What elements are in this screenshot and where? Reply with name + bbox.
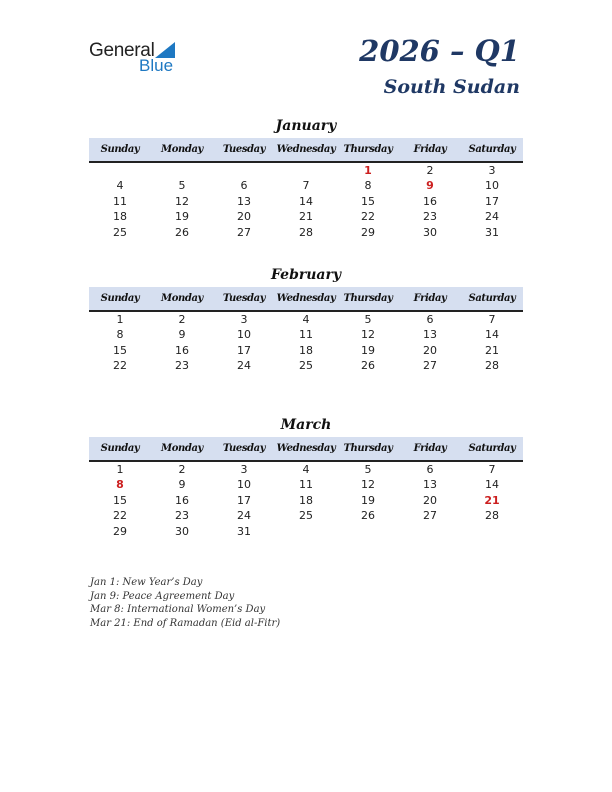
day-cell [275, 524, 337, 539]
weekday-header [89, 437, 523, 462]
month-february [89, 265, 523, 374]
weekday-label: Tuesday [222, 293, 266, 304]
weekday-label: Monday [161, 443, 203, 454]
day-cell: 14 [485, 328, 499, 342]
day-cell: 7 [488, 313, 496, 326]
day-cell: 7 [302, 179, 310, 193]
day-cell: 27 [237, 225, 251, 239]
weekday-header [89, 138, 523, 163]
day-cell [399, 524, 461, 539]
month-title: February [270, 267, 341, 283]
week-row [89, 312, 523, 327]
weekday-label: Friday [413, 443, 447, 454]
weekday-label: Wednesday [276, 144, 336, 155]
logo-text-blue: Blue [139, 56, 174, 75]
day-cell: 23 [175, 509, 189, 523]
weekday-label: Saturday [468, 293, 516, 304]
week-row [89, 524, 523, 539]
day-cell: 28 [299, 225, 313, 239]
day-cell: 26 [361, 359, 375, 373]
day-cell: 17 [237, 493, 251, 507]
week-row [89, 343, 523, 358]
day-cell: 22 [361, 210, 375, 224]
day-cell: 31 [237, 524, 251, 538]
day-cell: 9 [178, 478, 186, 492]
week-row [89, 225, 523, 240]
weekday-label: Sunday [100, 144, 140, 155]
day-cell: 22 [113, 359, 127, 373]
weekday-label: Wednesday [276, 293, 336, 304]
day-cell: 18 [299, 493, 313, 507]
day-cell: 8 [116, 478, 124, 492]
day-cell: 10 [485, 179, 499, 193]
day-cell: 25 [113, 225, 127, 239]
day-cell: 22 [113, 509, 127, 523]
day-cell: 18 [299, 343, 313, 357]
day-cell: 3 [240, 313, 248, 326]
weekday-label: Tuesday [222, 144, 266, 155]
weekday-label: Friday [413, 144, 447, 155]
day-cell: 12 [361, 478, 375, 492]
day-cell: 12 [175, 194, 189, 208]
page-subtitle: South Sudan [383, 76, 520, 98]
week-row [89, 209, 523, 224]
day-cell: 16 [175, 493, 189, 507]
day-cell: 19 [361, 343, 375, 357]
weekday-label: Tuesday [222, 443, 266, 454]
day-cell [337, 524, 399, 539]
day-cell: 16 [175, 343, 189, 357]
day-cell: 24 [237, 359, 251, 373]
day-cell [151, 163, 213, 178]
day-cell: 25 [299, 509, 313, 523]
day-cell: 29 [361, 225, 375, 239]
day-cell: 18 [113, 210, 127, 224]
day-cell: 11 [299, 328, 313, 342]
day-cell: 11 [113, 194, 127, 208]
day-cell: 4 [302, 313, 310, 326]
month-january [89, 116, 523, 240]
holiday-note: Jan 9: Peace Agreement Day [90, 590, 235, 602]
day-cell: 10 [237, 328, 251, 342]
day-cell: 17 [237, 343, 251, 357]
day-cell [461, 524, 523, 539]
day-cell: 8 [364, 179, 372, 193]
day-cell: 15 [361, 194, 375, 208]
day-cell: 20 [423, 493, 437, 507]
day-cell: 28 [485, 359, 499, 373]
day-cell: 2 [178, 463, 186, 476]
day-cell: 21 [299, 210, 313, 224]
week-row [89, 163, 523, 178]
day-cell: 6 [240, 179, 248, 193]
day-cell: 29 [113, 524, 127, 538]
day-cell: 20 [237, 210, 251, 224]
day-cell: 13 [423, 478, 437, 492]
day-cell: 4 [116, 179, 124, 193]
week-row [89, 493, 523, 508]
month-march [89, 415, 523, 539]
week-row [89, 508, 523, 523]
weekday-label: Wednesday [276, 443, 336, 454]
weekday-label: Friday [413, 293, 447, 304]
weekday-label: Monday [161, 293, 203, 304]
day-cell: 15 [113, 493, 127, 507]
day-cell: 25 [299, 359, 313, 373]
day-cell: 1 [116, 463, 124, 476]
holiday-note: Mar 21: End of Ramadan (Eid al-Fitr) [90, 617, 281, 629]
weekday-label: Saturday [468, 144, 516, 155]
day-cell: 9 [426, 179, 434, 193]
day-cell: 5 [364, 313, 372, 326]
day-cell: 23 [175, 359, 189, 373]
day-cell: 19 [175, 210, 189, 224]
month-grid [89, 163, 523, 240]
logo [89, 40, 189, 80]
month-grid [89, 312, 523, 374]
day-cell: 16 [423, 194, 437, 208]
weekday-label: Sunday [100, 293, 140, 304]
day-cell: 19 [361, 493, 375, 507]
day-cell: 3 [240, 463, 248, 476]
week-row [89, 462, 523, 477]
day-cell: 26 [361, 509, 375, 523]
day-cell: 14 [299, 194, 313, 208]
day-cell: 27 [423, 509, 437, 523]
week-row [89, 327, 523, 342]
day-cell: 6 [426, 463, 434, 476]
day-cell: 11 [299, 478, 313, 492]
day-cell: 31 [485, 225, 499, 239]
day-cell: 23 [423, 210, 437, 224]
day-cell: 1 [116, 313, 124, 326]
day-cell [89, 163, 151, 178]
day-cell: 2 [426, 164, 434, 177]
week-row [89, 178, 523, 193]
weekday-header [89, 287, 523, 312]
day-cell: 12 [361, 328, 375, 342]
day-cell: 6 [426, 313, 434, 326]
week-row [89, 358, 523, 373]
holiday-note: Jan 1: New Year’s Day [90, 577, 203, 588]
day-cell: 24 [485, 210, 499, 224]
weekday-label: Sunday [100, 443, 140, 454]
page-title: 2026 – Q1 [359, 34, 520, 68]
day-cell: 9 [178, 328, 186, 342]
day-cell: 28 [485, 509, 499, 523]
holiday-note: Mar 8: International Women’s Day [90, 604, 266, 615]
day-cell: 2 [178, 313, 186, 326]
weekday-label: Monday [161, 144, 203, 155]
month-grid [89, 462, 523, 539]
day-cell: 10 [237, 478, 251, 492]
day-cell: 3 [488, 164, 496, 177]
day-cell: 17 [485, 194, 499, 208]
day-cell: 30 [423, 225, 437, 239]
week-row [89, 477, 523, 492]
day-cell: 5 [364, 463, 372, 476]
weekday-label: Thursday [343, 443, 393, 454]
day-cell: 8 [116, 328, 124, 342]
day-cell: 14 [485, 478, 499, 492]
weekday-label: Saturday [468, 443, 516, 454]
holiday-notes [90, 576, 280, 630]
day-cell: 24 [237, 509, 251, 523]
weekday-label: Thursday [343, 293, 393, 304]
month-title: January [275, 118, 337, 134]
day-cell: 4 [302, 463, 310, 476]
day-cell: 21 [484, 493, 500, 507]
day-cell [213, 163, 275, 178]
day-cell: 20 [423, 343, 437, 357]
day-cell [275, 163, 337, 178]
month-title: March [280, 417, 332, 433]
weekday-label: Thursday [343, 144, 393, 155]
day-cell: 5 [178, 179, 186, 193]
day-cell: 7 [488, 463, 496, 476]
logo-text-general: General [89, 40, 155, 61]
day-cell: 30 [175, 524, 189, 538]
day-cell: 13 [237, 194, 251, 208]
day-cell: 1 [364, 164, 372, 177]
day-cell: 27 [423, 359, 437, 373]
day-cell: 21 [485, 343, 499, 357]
week-row [89, 194, 523, 209]
day-cell: 15 [113, 343, 127, 357]
day-cell: 26 [175, 225, 189, 239]
day-cell: 13 [423, 328, 437, 342]
